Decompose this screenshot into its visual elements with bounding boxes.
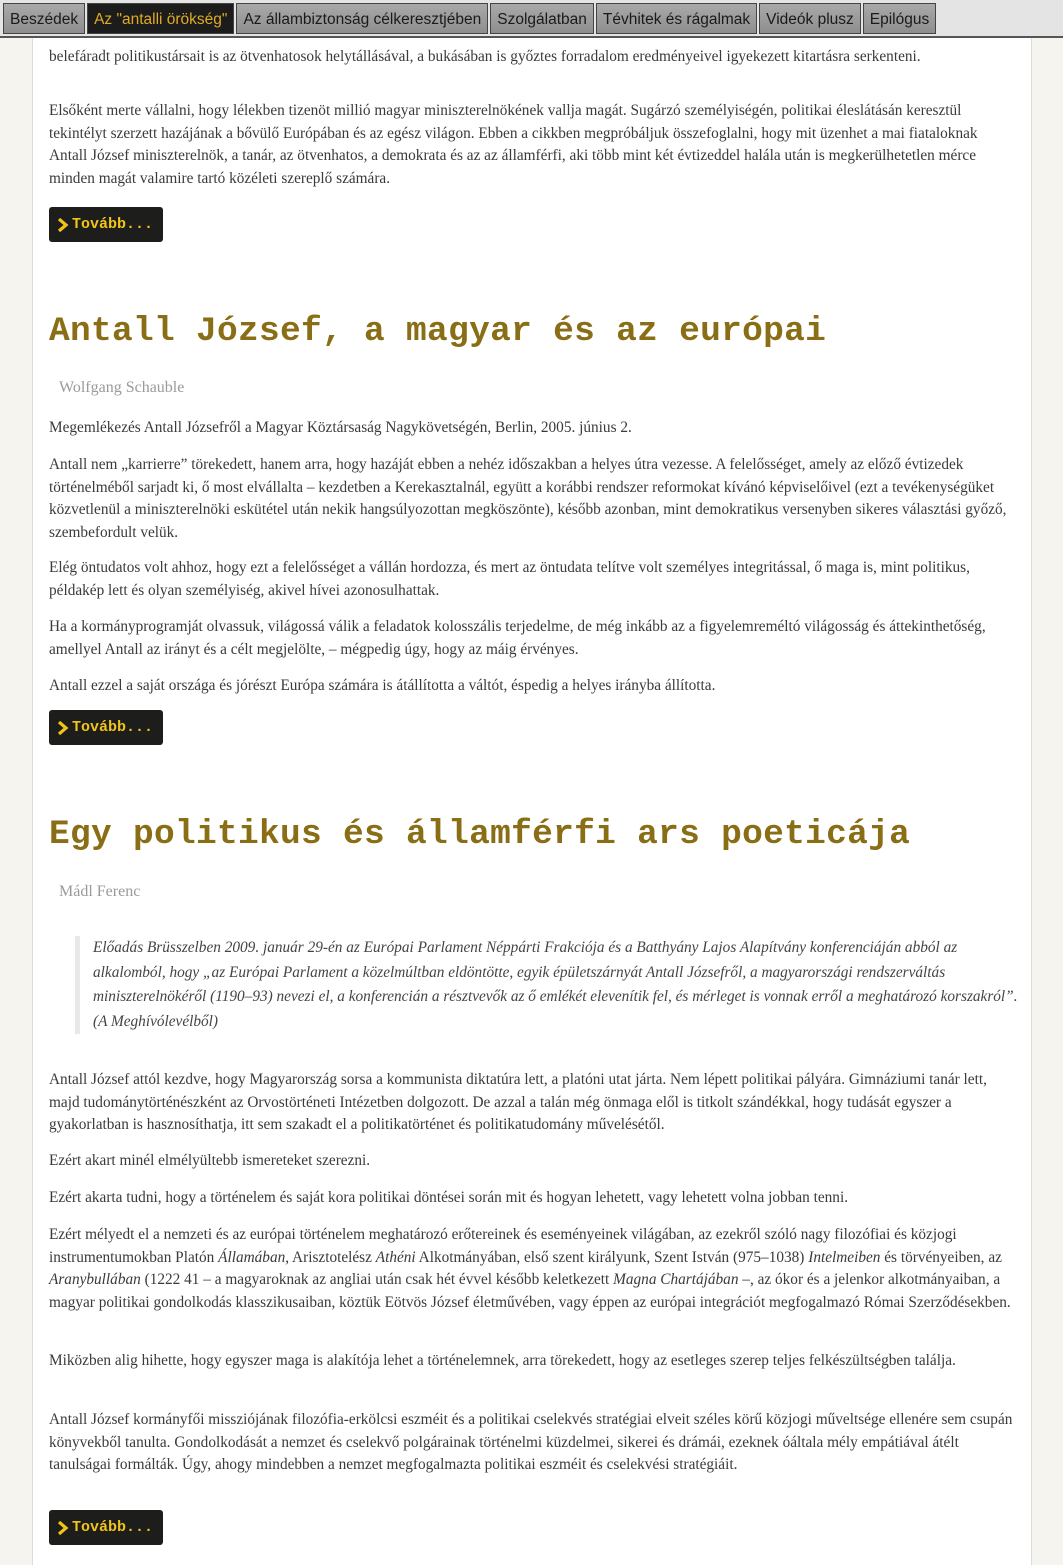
text-run: Ezért mélyedt el a nemzeti és az európai történelem meghatározó erőtereinek és eseményeinek világában, az ezekről szóló nagy filozófiai és közjogi instrumentumokban Platón xyxy=(49,1226,957,1266)
read-more-label: Tovább... xyxy=(72,216,154,233)
nav-item-videok-plusz[interactable]: Videók plusz xyxy=(759,3,861,34)
text-run: (1222 41 – a magyaroknak az angliai után csak hét évvel később keletkezett xyxy=(140,1271,614,1288)
nav-item-allambiztonsag[interactable]: Az állambiztonság célkeresztjében xyxy=(236,3,488,34)
read-more-button[interactable] xyxy=(49,710,163,745)
article-paragraph: Antall nem „karrierre” törekedett, hanem arra, hogy hazáját ebben a nehéz időszakban a helyes útra vezesse. A felelősséget, amely az előző évtizedek történelméből sarjadt ki, ő most elvállalta – kezdetben a Kerekasztalnál, együtt a korábbi rendszer reformokat kívánó képviselőivel (ezt a tevékenységüket közvetlenül a miniszterelnöki eskütétel után nekik hangsúlyozottan megköszönte), később azonban, mint demokratikus versenyben sikeres választási győző, szembefordult velük. xyxy=(49,456,1007,541)
article-title[interactable]: Egy politikus és államférfi ars poeticája xyxy=(49,815,911,854)
article-paragraph: Elég öntudatos volt ahhoz, hogy ezt a felelősséget a vállán hordozza, és mert az öntudata telítve volt személyes integritással, ő maga is, mint politikus, példakép lett és olyan személyiség, akivel hívei azonosulhattak. xyxy=(49,559,970,599)
text-run-italic: Államában xyxy=(218,1248,286,1266)
text-run-italic: Magna Chartájában xyxy=(613,1271,739,1288)
nav-item-beszedek[interactable]: Beszédek xyxy=(3,3,85,34)
text-run: és törvényeiben, az xyxy=(880,1248,1002,1266)
chevron-right-icon xyxy=(57,721,69,735)
article-paragraph: Antall József attól kezdve, hogy Magyarország sorsa a kommunista diktatúra lett, a platóni utat járta. Nem lépett politikai pályára. Gimnáziumi tanár lett, majd tudománytörténészként az Orvostörténeti Intézetben dolgozott. De azzal a talán még önmaga elől is titkolt szándékkal, hogy tudását egyszer a gyakorlatban is hasznosíthatja, itt sem szakadt el a politikatörténet és politikatudomány művelésétől. xyxy=(49,1071,987,1133)
text-run-italic: Intelmeiben xyxy=(808,1248,881,1266)
nav-item-szolgalatban[interactable]: Szolgálatban xyxy=(490,3,594,34)
article-quote: Előadás Brüsszelben 2009. január 29-én az Európai Parlament Néppárti Frakciója és a Batthyány Lajos Alapítvány konferenciáján abból az alkalomból, hogy „az Európai Parlament a közelmúltban eldöntötte, egyik épületszárnyát Antall Józsefről, a magyarországi rendszerváltás miniszterelnökéről (1190–93) nevezi el, a konferencián a résztvevők az ő emlékét elevenítik fel, és mérleget is vonnak erről a meghatározó korszakról”. (A Meghívólevélből) xyxy=(75,936,1023,1034)
main-nav xyxy=(0,0,1063,38)
read-more-button[interactable] xyxy=(49,1510,163,1545)
article-paragraph: Elsőként merte vállalni, hogy lélekben tizenöt millió magyar miniszterelnökének vallja magát. Sugárzó személyiségén, politikai éleslátásán keresztül tekintélyt szerzett hazájának a bővülő Európában és az egész világon. Ebben a cikkben megpróbáljuk összefoglalni, hogy mit üzenhet a mai fiataloknak Antall József miniszterelnök, a tanár, az ötvenhatos, a demokrata és az az államférfi, aki több mint két évtizeddel halála után is megkerülhetetlen mérce minden magát valamire tartó közéleti szereplő számára. xyxy=(49,102,978,187)
article-paragraph: Ezért akarta tudni, hogy a történelem és saját kora politikai döntései során mit és hogyan lehetett, vagy lehetett volna jobban tenni. xyxy=(49,1189,849,1206)
text-run-italic: Aranybullában xyxy=(49,1271,141,1288)
nav-item-tevhitek[interactable]: Tévhitek és rágalmak xyxy=(596,3,757,34)
article-paragraph: Miközben alig hihette, hogy egyszer maga is alakítója lehet a történelemnek, arra törekedett, hogy az esetleges szerep teljes felkészültségben találja. xyxy=(49,1352,956,1369)
article-author: Mádl Ferenc xyxy=(59,883,141,900)
article-paragraph: Megemlékezés Antall Józsefről a Magyar Köztársaság Nagykövetségén, Berlin, 2005. június 2. xyxy=(49,419,632,436)
article-paragraph xyxy=(49,1224,1015,1314)
text-run: Alkotmányában, első szent királyunk, Szent István (975–1038) xyxy=(415,1248,809,1266)
text-run: –, az ókor és a jelenkor alkotmányaiban, a magyar politikai gondolkodás klasszikusaiban, köztük Eötvös József életművében, vagy éppen az európai integrációt megfogalmazó Római Szerződésekben. xyxy=(49,1271,1011,1311)
nav-item-antalli-orokseg[interactable]: Az "antalli örökség" xyxy=(87,3,234,34)
article-author: Wolfgang Schauble xyxy=(59,379,185,396)
read-more-label: Tovább... xyxy=(72,719,154,736)
content-panel xyxy=(32,38,1032,1565)
article-paragraph: Ha a kormányprogramját olvassuk, világossá válik a feladatok kolosszális terjedelme, de még inkább az a figyelemreméltó világosság és áttekinthetőség, amellyel Antall az irányt és a célt megjelölte, – mégpedig úgy, hogy az máig érvényes. xyxy=(49,618,986,658)
article-paragraph: Ezért akart minél elmélyültebb ismereteket szerezni. xyxy=(49,1152,371,1169)
article-paragraph: belefáradt politikustársait is az ötvenhatosok helytállásával, a bukásában is győztes forradalom eredményeivel igyekezett kitartásra serkenteni. xyxy=(49,48,921,65)
read-more-button[interactable] xyxy=(49,207,163,242)
chevron-right-icon xyxy=(57,218,69,232)
text-run-italic: Athéni xyxy=(375,1248,416,1266)
article-paragraph: Antall ezzel a saját országa és jórészt Európa számára is átállította a váltót, éspedig a helyes irányba állította. xyxy=(49,677,716,694)
article-title[interactable]: Antall József, a magyar és az európai xyxy=(49,312,827,351)
text-run: , Arisztotelész xyxy=(285,1248,376,1266)
read-more-label: Tovább... xyxy=(72,1519,154,1536)
article-paragraph: Antall József kormányfői missziójának filozófia-erkölcsi eszméit és a politikai cselekvés stratégiai elveit széles körű közjogi műveltsége ellenére sem csupán könyvekből tanulta. Gondolkodását a nemzet és cselekvő polgárainak történelmi küzdelmei, sikerei és drámái, ezeknek óáltala mély empátiával átélt tanulságai formálták. Úgy, ahogy mindebben a nemzet megfogalmazta politikai eszméit és cselekvési stratégiáit. xyxy=(49,1411,1013,1473)
chevron-right-icon xyxy=(57,1521,69,1535)
nav-item-epilogus[interactable]: Epilógus xyxy=(863,3,936,34)
